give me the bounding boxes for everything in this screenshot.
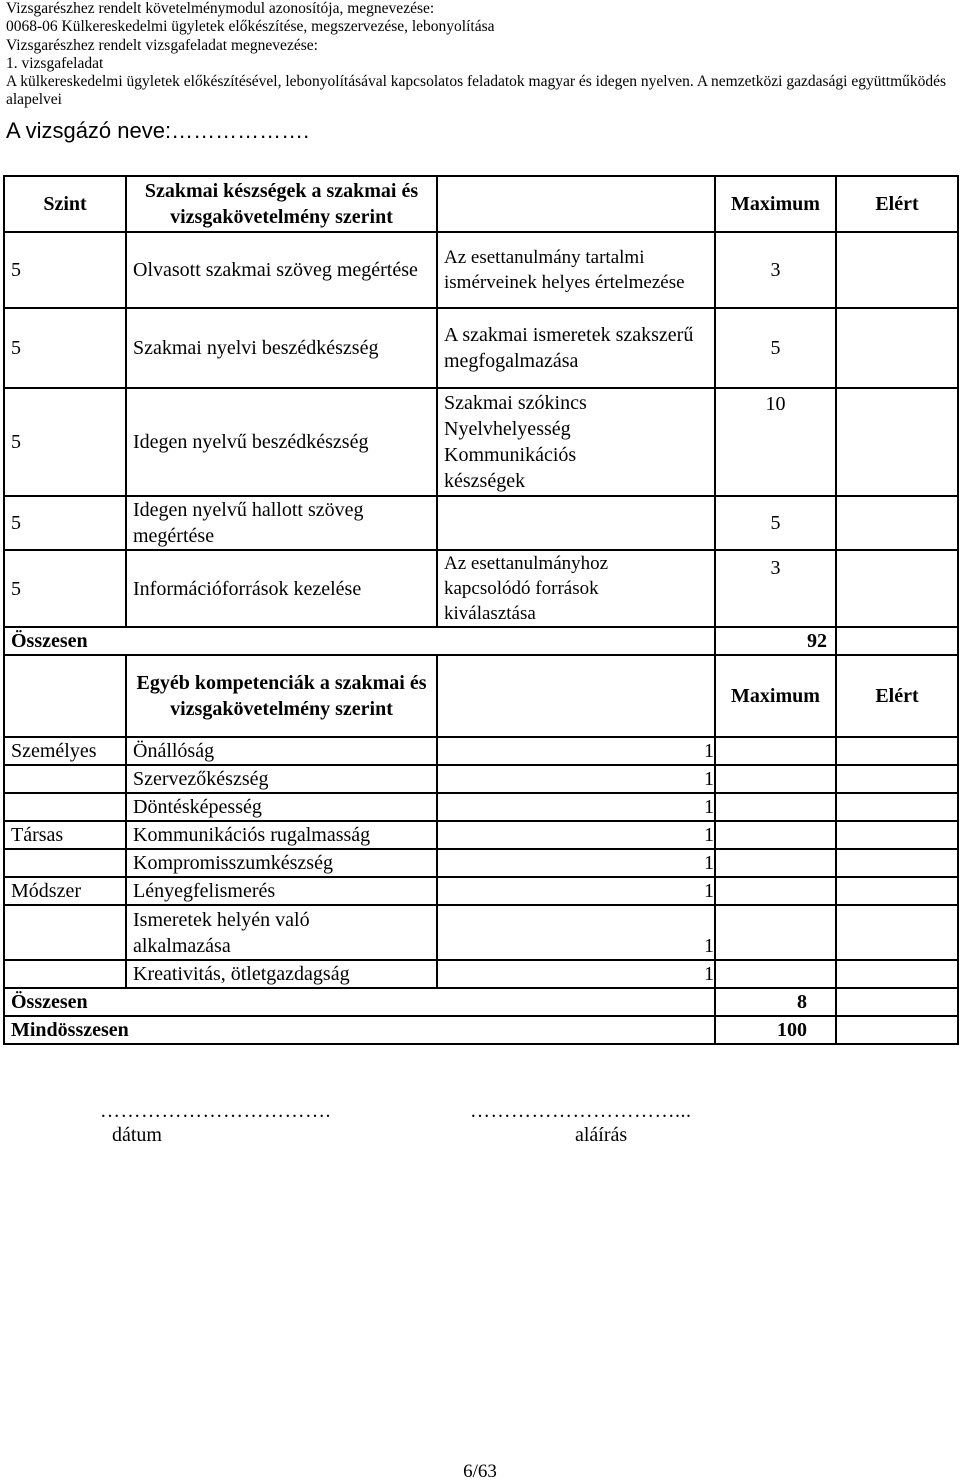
competence-max-cell: [715, 877, 836, 905]
competence-name: Ismeretek helyén való alkalmazása: [126, 905, 437, 960]
competence-name: Kompromisszumkészség: [126, 849, 437, 877]
competence-max: 1: [437, 877, 715, 905]
competence-max-cell: [715, 821, 836, 849]
competence-row: [4, 960, 958, 988]
skills-total-achieved-field[interactable]: [836, 627, 958, 655]
competence-row: [4, 737, 958, 765]
skills-total-row: [4, 627, 958, 655]
skill-achieved-field[interactable]: [836, 388, 958, 496]
competence-max-header: Maximum: [715, 655, 836, 737]
competence-max-cell: [715, 793, 836, 821]
skill-max: 10: [715, 388, 836, 496]
skill-row: [4, 496, 958, 550]
competence-max: 1: [437, 765, 715, 793]
grand-total-value: 100: [715, 1016, 836, 1044]
competence-group: Személyes: [4, 737, 126, 765]
competence-group: Módszer: [4, 877, 126, 905]
document-header: [6, 0, 954, 110]
skill-level: 5: [4, 496, 126, 550]
competence-achieved-field[interactable]: [836, 905, 958, 960]
skill-criterion: [437, 496, 715, 550]
signature-dots: …………………………...: [470, 1100, 692, 1122]
level-header: Szint: [4, 176, 126, 232]
skills-total-label: Összesen: [4, 627, 715, 655]
competence-max-cell: [715, 905, 836, 960]
competence-group: Társas: [4, 821, 126, 849]
competence-row: [4, 877, 958, 905]
competence-row: [4, 849, 958, 877]
competence-achieved-field[interactable]: [836, 793, 958, 821]
skill-level: 5: [4, 232, 126, 308]
competence-row: [4, 905, 958, 960]
skill-criterion-text: Az esettanulmányhoz kapcsolódó források kiválasztása: [444, 553, 609, 624]
competence-max: 1: [437, 849, 715, 877]
skill-max: 5: [715, 308, 836, 388]
skills-header-row: [4, 176, 958, 232]
competence-achieved-field[interactable]: [836, 877, 958, 905]
competence-achieved-field[interactable]: [836, 737, 958, 765]
competence-max-cell: [715, 765, 836, 793]
competence-max-cell: [715, 737, 836, 765]
signature-label: aláírás: [575, 1124, 628, 1146]
competence-achieved-field[interactable]: [836, 765, 958, 793]
competence-total-achieved-field[interactable]: [836, 988, 958, 1016]
competence-achieved-field[interactable]: [836, 849, 958, 877]
page-number: 6/63: [463, 1461, 497, 1482]
grand-total-row: [4, 1016, 958, 1044]
header-line-task-number: 1. vizsgafeladat: [6, 54, 104, 72]
header-line-task-description: A külkereskedelmi ügyletek előkészítésével, lebonyolításával kapcsolatos feladatok magyar és idegen nyelven. A nemzetközi gazdasági együttműködés alapelvei: [6, 73, 947, 109]
competence-total-value: 8: [715, 988, 836, 1016]
competence-achieved-field[interactable]: [836, 960, 958, 988]
competence-group: [4, 960, 126, 988]
date-dots: …………………………….: [100, 1100, 331, 1122]
date-label: dátum: [112, 1124, 162, 1146]
competence-max: 1: [437, 737, 715, 765]
competence-group: [4, 793, 126, 821]
skill-row: [4, 232, 958, 308]
competence-total-label: Összesen: [4, 988, 715, 1016]
skill-criterion-text: Szakmai szókincs Nyelvhelyesség Kommunikációs készségek: [444, 392, 587, 492]
skill-max: 3: [715, 550, 836, 627]
competence-name: Önállóság: [126, 737, 437, 765]
skill-max: 5: [715, 496, 836, 550]
competence-max-cell: [715, 960, 836, 988]
skills-total-value: 92: [715, 627, 836, 655]
competence-group-header: [4, 655, 126, 737]
skill-achieved-field[interactable]: [836, 308, 958, 388]
criterion-header: [437, 176, 715, 232]
competence-group: [4, 905, 126, 960]
skill-criterion: A szakmai ismeretek szakszerű megfogalmazása: [437, 308, 715, 388]
skill-level: 5: [4, 308, 126, 388]
skill-name: Idegen nyelvű beszédkészség: [126, 388, 437, 496]
skill-row: [4, 388, 958, 496]
skill-header: Szakmai készségek a szakmai és vizsgakövetelmény szerint: [126, 176, 437, 232]
skill-achieved-field[interactable]: [836, 496, 958, 550]
competence-max: 1: [437, 821, 715, 849]
competence-name: Lényegfelismerés: [126, 877, 437, 905]
skill-criterion: [437, 550, 715, 627]
competence-name: Kommunikációs rugalmasság: [126, 821, 437, 849]
competence-group: [4, 765, 126, 793]
skill-achieved-field[interactable]: [836, 232, 958, 308]
header-line-module-code: 0068-06 Külkereskedelmi ügyletek előkészítése, megszervezése, lebonyolítása: [6, 18, 495, 36]
competence-row: [4, 793, 958, 821]
skill-achieved-field[interactable]: [836, 550, 958, 627]
skill-name: Olvasott szakmai szöveg megértése: [126, 232, 437, 308]
competence-group: [4, 849, 126, 877]
skill-level: 5: [4, 388, 126, 496]
competence-total-row: [4, 988, 958, 1016]
skill-level: 5: [4, 550, 126, 627]
skill-name: Szakmai nyelvi beszédkészség: [126, 308, 437, 388]
competence-header-row: [4, 655, 958, 737]
header-line-module-title: Vizsgarészhez rendelt követelménymodul azonosítója, megnevezése:: [6, 0, 435, 17]
header-line-task-title: Vizsgarészhez rendelt vizsgafeladat megnevezése:: [6, 36, 318, 54]
competence-row: [4, 765, 958, 793]
skill-criterion: Az esettanulmány tartalmi ismérveinek helyes értelmezése: [437, 232, 715, 308]
evaluation-table: [3, 175, 959, 1045]
skill-criterion: [437, 388, 715, 496]
competence-achieved-header: Elért: [836, 655, 958, 737]
achieved-header: Elért: [836, 176, 958, 232]
competence-blank-header: [437, 655, 715, 737]
candidate-name-line: A vizsgázó neve:……………….: [6, 118, 310, 143]
skill-name: Információforrások kezelése: [126, 550, 437, 627]
competence-name: Szervezőkészség: [126, 765, 437, 793]
skill-row: [4, 550, 958, 627]
skill-row: [4, 308, 958, 388]
competence-achieved-field[interactable]: [836, 821, 958, 849]
max-header: Maximum: [715, 176, 836, 232]
skill-name: Idegen nyelvű hallott szöveg megértése: [126, 496, 437, 550]
competence-row: [4, 821, 958, 849]
competence-header: Egyéb kompetenciák a szakmai és vizsgakövetelmény szerint: [126, 655, 437, 737]
competence-name: Döntésképesség: [126, 793, 437, 821]
competence-max: 1: [437, 905, 715, 960]
competence-name: Kreativitás, ötletgazdagság: [126, 960, 437, 988]
grand-total-achieved-field[interactable]: [836, 1016, 958, 1044]
grand-total-label: Mindösszesen: [4, 1016, 715, 1044]
competence-max-cell: [715, 849, 836, 877]
skill-max: 3: [715, 232, 836, 308]
competence-max: 1: [437, 960, 715, 988]
competence-max: 1: [437, 793, 715, 821]
